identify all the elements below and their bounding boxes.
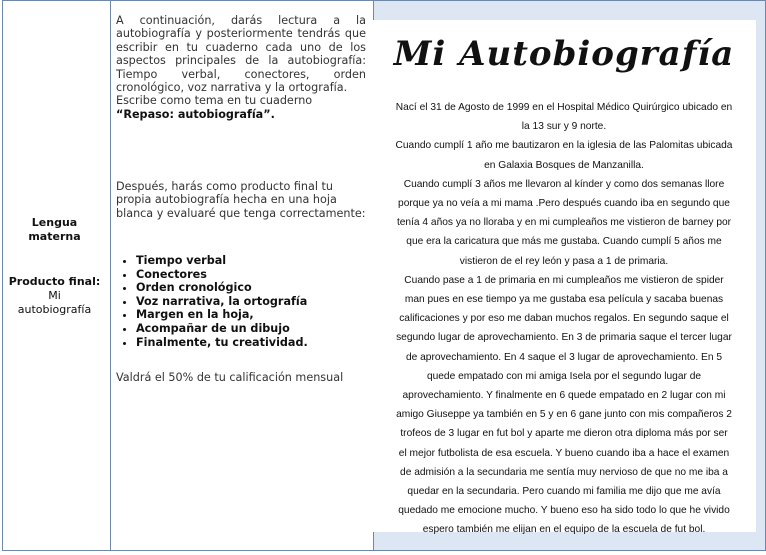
text-line: Cuando cumplí 3 años me llevaron al kínder y como dos semanas llore [403, 178, 725, 190]
autobiography-title: Mi Autobiografía [393, 34, 735, 74]
text-line: tenía 4 años ya no lloraba y en mi cumpleaños me vistieron de barney por [396, 217, 732, 229]
aspects-list [116, 254, 376, 349]
list-item: • Conectores [136, 268, 376, 282]
product-label: Producto final: [8, 275, 101, 288]
product-block [2, 275, 107, 317]
subject-line-2: materna [28, 230, 81, 243]
instructions-paragraph-2: Después, harás como producto final tu propia autobiografía hecha en una hoja blanca y evaluaré que tenga correctamente: [116, 180, 366, 220]
text-line: que era la caricatura que más me gustaba. Cuando cumplí 5 años me [406, 236, 722, 248]
text-line: la 13 sur y 9 norte. [521, 121, 607, 133]
instructions-topic-prompt: Escribe como tema en tu cuaderno [116, 94, 313, 108]
text-line: Nací el 31 de Agosto de 1999 en el Hospital Médico Quirúrgico ubicado en [395, 102, 733, 113]
list-item: • Orden cronológico [136, 281, 376, 295]
product-name-line-1: Mi [48, 289, 61, 302]
text-line: trofeos de 3 lugar en fut bol y aparte me dieron otra diploma más por ser [400, 428, 728, 440]
text-line: segundo lugar de aprovechamiento. En 3 de primaria saque el tercer lugar [396, 332, 732, 344]
text-line: man pues en ese tiempo ya me gustaba esa película y sacaba buenas [404, 294, 724, 306]
text-line: quedado me emocione mucho. Y bueno eso ha sido todo lo que he vivido [398, 505, 730, 517]
autobiography-text [378, 98, 750, 540]
text-line: de admisión a la secundaria me sentía muy nervioso de que no me iba a [400, 466, 728, 478]
text-line: quedar en la secundaria. Pero cuando mi familia me dijo que me avía [407, 486, 721, 498]
text-line: vistieron de el rey león y pasa a 1 de primaria. [459, 255, 669, 267]
subject-title [2, 216, 107, 244]
subject-line-1: Lengua [31, 216, 78, 229]
list-item: • Voz narrativa, la ortografía [136, 295, 376, 309]
text-line: Cuando pase a 1 de primaria en mi cumpleaños me vistieron de spider [404, 274, 724, 286]
text-line: porque ya no veía a mi mama .Pero después cuando iba en segundo que [398, 198, 730, 210]
grade-note: Valdrá el 50% de tu calificación mensual [116, 371, 344, 384]
instructions-text: A continuación, darás lectura a la autobiografía y posteriormente tendrás que escribir en tu cuaderno cada uno de los aspectos principales de la autobiografía: Tiempo verbal, conectores, orden cronológico, voz narrativa y la ortografía. [116, 14, 366, 95]
product-name-line-2: autobiografía [17, 303, 92, 316]
list-item: • Finalmente, tu creatividad. [136, 336, 376, 350]
text-line: de aprovechamiento. En 4 saque el 3 lugar de aprovechamiento. En 5 [405, 351, 723, 363]
text-line: el mejor futbolista de esa escuela. Y bueno cuando iba a hace el examen [398, 447, 730, 459]
list-item: • Acompañar de un dibujo [136, 322, 376, 336]
list-item: • Margen en la hoja, [136, 308, 376, 322]
text-line: aprovechamiento. Y finalmente en 6 quede empatado en 2 lugar con mi [402, 390, 726, 402]
autobiography-page [372, 20, 756, 536]
instructions-paragraph-1 [116, 14, 366, 121]
text-line: en Galaxia Bosques de Manzanilla. [484, 159, 644, 171]
list-item: • Tiempo verbal [136, 254, 376, 268]
text-line: Cuando cumplí 1 año me bautizaron en la iglesia de las Palomitas ubicada [395, 140, 733, 152]
text-line: quede empatado con mi amiga Isela por el segundo lugar de [426, 370, 702, 382]
text-line: amigo Giuseppe ya también en 5 y en 6 gane junto con mis compañeros 2 [396, 409, 732, 421]
instructions-topic: “Repaso: autobiografía”. [116, 107, 275, 121]
text-line: espero también me elijan en el equipo de la escuela de fut bol. [422, 524, 706, 536]
text-line: calificaciones y por eso me daban muchos regalos. En segundo saque el [399, 313, 729, 325]
